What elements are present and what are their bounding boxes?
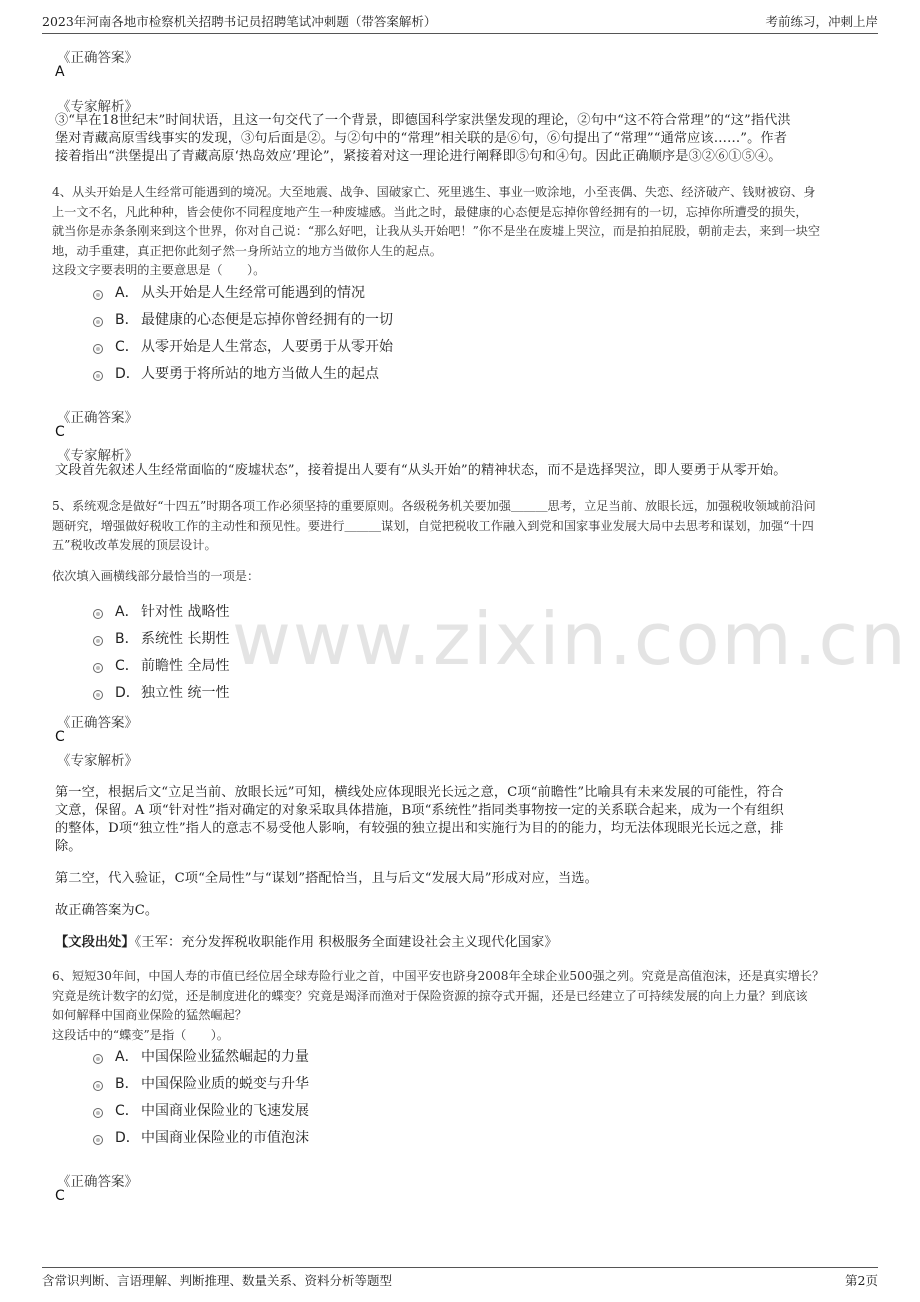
radio-icon[interactable] xyxy=(93,1054,103,1064)
q5-option-b[interactable] xyxy=(93,628,229,648)
q5-stem xyxy=(52,497,882,556)
q5-analysis-1 xyxy=(55,784,875,856)
q4-option-b[interactable] xyxy=(93,309,393,329)
option-letter: D． xyxy=(115,685,140,701)
option-letter: A． xyxy=(115,285,139,301)
option-text: 人要勇于将所站的地方当做人生的起点 xyxy=(141,366,379,382)
source-label: 【文段出处】 xyxy=(55,935,135,950)
answer-label: 《正确答案》 xyxy=(57,715,138,731)
option-text: 从零开始是人生常态，人要勇于从零开始 xyxy=(141,339,393,355)
option-text: 中国保险业猛然崛起的力量 xyxy=(141,1049,309,1065)
q6-option-d[interactable] xyxy=(93,1127,309,1147)
q4-stem-line: 上一文不名，凡此种种，皆会使你不同程度地产生一种废墟感。当此之时，最健康的心态便是忘掉你曾经拥有的一切，忘掉你所遭受的损失， xyxy=(52,204,808,219)
header-title: 2023年河南各地市检察机关招聘书记员招聘笔试冲刺题（带答案解析） xyxy=(42,14,437,29)
option-text: 中国保险业质的蜕变与升华 xyxy=(141,1076,309,1092)
radio-icon[interactable] xyxy=(93,690,103,700)
option-letter: A． xyxy=(115,1049,139,1065)
q4-answer: C xyxy=(55,424,65,440)
q5-stem-line: 题研究，增强做好税收工作的主动性和预见性。要进行＿＿＿谋划，自觉把税收工作融入到党和国家事业发展大局中去思考和谋划，加强“十四 xyxy=(52,518,814,533)
radio-icon[interactable] xyxy=(93,290,103,300)
q6-option-b[interactable] xyxy=(93,1073,309,1093)
q3-analysis-line: ③“早在18世纪末”时间状语，且这一句交代了一个背景，即德国科学家洪堡发现的理论，②句中“这不符合常理”的“这”指代洪 xyxy=(55,113,791,128)
option-letter: B． xyxy=(115,631,139,647)
q4-stem-line: 就当你是赤条条刚来到这个世界，你对自己说：“那么好吧，让我从头开始吧！”你不是坐在废墟上哭泣，而是拍拍屁股，朝前走去，来到一块空 xyxy=(52,224,821,238)
radio-icon[interactable] xyxy=(93,317,103,327)
q3-analysis xyxy=(55,112,875,166)
source-title: 《王军：充分发挥税收职能作用 积极服务全面建设社会主义现代化国家》 xyxy=(134,935,558,950)
q5-option-c[interactable] xyxy=(93,655,229,675)
q5-analysis-line: 的整体，D项“独立性”指人的意志不易受他人影响，有较强的独立提出和实施行为目的的能力，均无法体现眼光长远之意，排 xyxy=(55,821,784,836)
option-letter: C． xyxy=(115,658,139,674)
q4-stem-line: 这段文字要表明的主要意思是（ ）。 xyxy=(52,263,266,277)
option-text: 独立性 统一性 xyxy=(141,685,230,701)
option-text: 系统性 长期性 xyxy=(141,631,230,647)
header-slogan: 考前练习，冲刺上岸 xyxy=(765,14,878,29)
q6-option-c[interactable] xyxy=(93,1100,309,1120)
q3-analysis-line: 接着指出“洪堡提出了青藏高原‘热岛效应’理论”，紧接着对这一理论进行阐释即⑤句和④句。因此正确顺序是③②⑥①⑤④。 xyxy=(55,149,782,164)
option-letter: A． xyxy=(115,604,139,620)
option-letter: C． xyxy=(115,1103,139,1119)
q5-analysis-2: 第二空，代入验证，C项“全局性”与“谋划”搭配恰当，且与后文“发展大局”形成对应，当选。 xyxy=(55,871,598,886)
radio-icon[interactable] xyxy=(93,344,103,354)
option-text: 中国商业保险业的飞速发展 xyxy=(141,1103,309,1119)
q6-answer: C xyxy=(55,1188,65,1204)
q4-stem-line: 地，动手重建，真正把你此刻孑然一身所站立的地方当做你人生的起点。 xyxy=(52,243,442,258)
analysis-label: 《专家解析》 xyxy=(57,448,138,464)
q5-stem-line: 5、系统观念是做好“十四五”时期各项工作必须坚持的重要原则。各级税务机关要加强＿＿＿思考，立足当前、放眼长远，加强税收领域前沿问 xyxy=(52,499,816,513)
q5-analysis-line: 第一空，根据后文“立足当前、放眼长远”可知，横线处应体现眼光长远之意，C项“前瞻性”比喻具有未来发展的可能性，符合 xyxy=(55,785,784,800)
q4-option-a[interactable] xyxy=(93,282,365,302)
analysis-label: 《专家解析》 xyxy=(57,753,138,769)
radio-icon[interactable] xyxy=(93,636,103,646)
footer-note: 含常识判断、言语理解、判断推理、数量关系、资料分析等题型 xyxy=(42,1273,393,1288)
q5-option-a[interactable] xyxy=(93,601,229,621)
q5-option-d[interactable] xyxy=(93,682,229,702)
page-number: 第2页 xyxy=(845,1273,878,1288)
option-letter: B． xyxy=(115,1076,139,1092)
radio-icon[interactable] xyxy=(93,371,103,381)
q4-stem xyxy=(52,183,882,281)
q5-analysis-3: 故正确答案为C。 xyxy=(55,903,159,918)
q6-option-a[interactable] xyxy=(93,1046,309,1066)
option-letter: D． xyxy=(115,1130,140,1146)
q3-answer: A xyxy=(55,64,65,80)
header-divider xyxy=(42,33,878,34)
option-letter: C． xyxy=(115,339,139,355)
q6-stem xyxy=(52,967,882,1045)
q4-analysis: 文段首先叙述人生经常面临的“废墟状态”，接着提出人要有“从头开始”的精神状态，而不是选择哭泣，即人要勇于从零开始。 xyxy=(55,463,787,478)
option-text: 最健康的心态便是忘掉你曾经拥有的一切 xyxy=(141,312,393,328)
q5-stem-line: 五”税收改革发展的顶层设计。 xyxy=(52,538,217,552)
q5-source xyxy=(55,934,558,952)
answer-label: 《正确答案》 xyxy=(57,410,138,426)
q3-analysis-line: 堡对青藏高原雪线事实的发现，③句后面是②。与②句中的“常理”相关联的是⑥句，⑥句提出了“常理”“通常应该……”。作者 xyxy=(55,131,787,146)
radio-icon[interactable] xyxy=(93,1135,103,1145)
radio-icon[interactable] xyxy=(93,663,103,673)
q5-analysis-line: 除。 xyxy=(55,839,82,854)
option-letter: D． xyxy=(115,366,140,382)
q5-analysis-line: 文意，保留。A 项“针对性”指对确定的对象采取具体措施，B项“系统性”指同类事物按一定的关系联合起来，成为一个有组织 xyxy=(55,803,784,818)
option-text: 针对性 战略性 xyxy=(141,604,230,620)
analysis-label: 《专家解析》 xyxy=(57,99,138,115)
option-text: 前瞻性 全局性 xyxy=(141,658,230,674)
q6-stem-line: 如何解释中国商业保险的猛然崛起？ xyxy=(52,1008,247,1022)
answer-label: 《正确答案》 xyxy=(57,50,138,66)
radio-icon[interactable] xyxy=(93,1108,103,1118)
answer-label: 《正确答案》 xyxy=(57,1174,138,1190)
radio-icon[interactable] xyxy=(93,1081,103,1091)
option-text: 中国商业保险业的市值泡沫 xyxy=(141,1130,309,1146)
footer-divider xyxy=(42,1267,878,1268)
watermark: www.zixin.com.cn xyxy=(232,597,908,681)
q6-stem-line: 6、短短30年间，中国人寿的市值已经位居全球寿险行业之首，中国平安也跻身2008年全球企业500强之列。究竟是高值泡沫，还是真实增长？ xyxy=(52,969,825,983)
q4-stem-line: 4、从头开始是人生经常可能遇到的境况。大至地震、战争、国破家亡、死里逃生、事业一败涂地，小至丧偶、失恋、经济破产、钱财被窃、身 xyxy=(52,185,816,199)
q6-stem-line: 究竟是统计数字的幻觉，还是制度进化的蝶变？究竟是竭泽而渔对于保险资源的掠夺式开掘，还是已经建立了可持续发展的向上力量？到底该 xyxy=(52,988,808,1003)
q5-answer: C xyxy=(55,729,65,745)
q6-stem-line: 这段话中的“蝶变”是指（ ）。 xyxy=(52,1027,229,1042)
radio-icon[interactable] xyxy=(93,609,103,619)
q5-prompt: 依次填入画横线部分最恰当的一项是： xyxy=(52,569,260,583)
q4-option-d[interactable] xyxy=(93,363,379,383)
option-text: 从头开始是人生经常可能遇到的情况 xyxy=(141,285,365,301)
option-letter: B． xyxy=(115,312,139,328)
q4-option-c[interactable] xyxy=(93,336,393,356)
